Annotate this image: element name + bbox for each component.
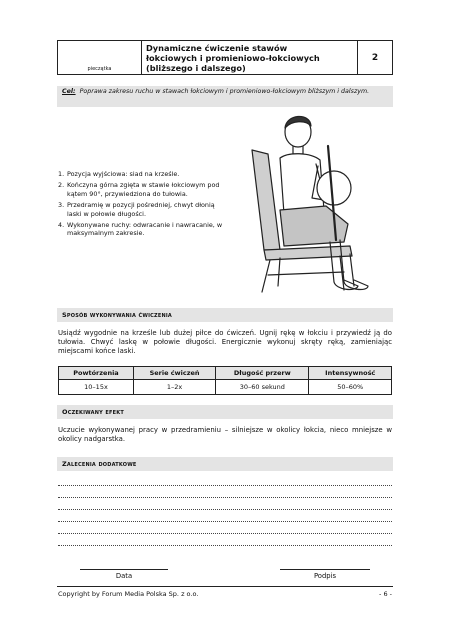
method-heading: Sposób wykonywania ćwiczenia	[57, 308, 393, 322]
step-text: Wykonywane ruchy: odwracanie i nawracanie, w maksymalnym zakresie.	[67, 221, 223, 238]
write-line[interactable]	[58, 533, 392, 534]
table-header-row	[59, 367, 392, 380]
step-text: Kończyna górna zgięta w stawie łokciowym pod kątem 90°, przywiedziona do tułowia.	[67, 181, 220, 198]
effect-text: Uczucie wykonywanej pracy w przedramieniu – silniejsze w okolicy łokcia, nieco mniejsze w okolicy nadgarstka.	[58, 426, 392, 444]
date-label: Data	[115, 572, 133, 580]
step-number: 1.	[58, 170, 65, 178]
goal-text: Poprawa zakresu ruchu w stawach łokciowym i promieniowo-łokciowym bliższym i dalszym.	[79, 88, 370, 95]
step-item	[58, 221, 230, 238]
signature-line[interactable]	[280, 569, 370, 570]
step-number: 4.	[58, 221, 65, 230]
header-repetitions: Powtórzenia	[59, 367, 134, 380]
date-line[interactable]	[80, 569, 168, 570]
step-item	[58, 170, 230, 178]
goal-label: Cel:	[62, 88, 76, 95]
copyright-text: Copyright by Forum Media Polska Sp. z o.o.	[58, 590, 199, 598]
header-intensity: Intensywność	[309, 367, 392, 380]
cell-intensity: 50–60%	[309, 380, 392, 395]
title-line-2: łokciowych i promieniowo-łokciowych	[146, 53, 320, 63]
table-row	[59, 380, 392, 395]
write-line[interactable]	[58, 521, 392, 522]
exercise-header	[57, 40, 393, 75]
cell-repetitions: 10–15x	[59, 380, 134, 395]
write-line[interactable]	[58, 497, 392, 498]
step-item	[58, 201, 230, 218]
effect-heading: Oczekiwany efekt	[57, 405, 393, 419]
method-text: Usiądź wygodnie na krześle lub dużej piłce do ćwiczeń. Ugnij rękę w łokciu i przywiedź ją do tułowia. Chwyć laskę w połowie długości. Energicznie wykonuj skręty ręką, zamieniając miejscami końce laski.	[58, 329, 392, 356]
steps-list	[58, 170, 230, 241]
footer-divider	[57, 586, 393, 587]
exercise-illustration	[240, 110, 390, 300]
exercise-number: 2	[371, 52, 379, 63]
step-text: Pozycja wyjściowa: siad na krześle.	[67, 170, 180, 178]
title-line-3: (bliższego i dalszego)	[146, 63, 246, 73]
exercise-title	[142, 41, 358, 74]
stamp-label: pieczątka	[87, 66, 112, 72]
header-breaks: Długość przerw	[216, 367, 309, 380]
goal-box	[57, 86, 393, 107]
stamp-field	[58, 41, 142, 74]
cell-series: 1–2x	[133, 380, 215, 395]
signature-label: Podpis	[313, 572, 337, 580]
header-series: Serie ćwiczeń	[133, 367, 215, 380]
step-number: 2.	[58, 181, 65, 190]
page-number: - 6 -	[379, 590, 392, 598]
write-line[interactable]	[58, 545, 392, 546]
step-number: 3.	[58, 201, 65, 210]
parameters-table	[58, 366, 392, 395]
cell-breaks: 30–60 sekund	[216, 380, 309, 395]
step-item	[58, 181, 230, 198]
recommendations-heading: Zalecenia dodatkowe	[57, 457, 393, 471]
write-line[interactable]	[58, 509, 392, 510]
title-line-1: Dynamiczne ćwiczenie stawów	[146, 43, 288, 53]
write-line[interactable]	[58, 485, 392, 486]
step-text: Przedramię w pozycji pośredniej, chwyt dłonią laski w połowie długości.	[67, 201, 215, 218]
